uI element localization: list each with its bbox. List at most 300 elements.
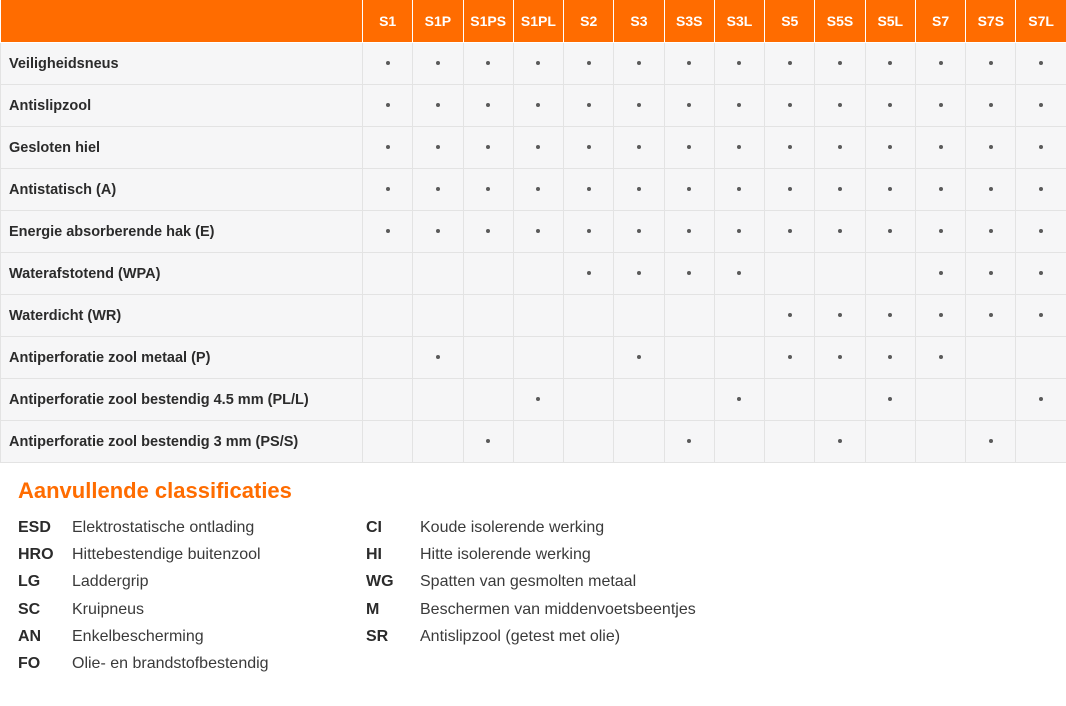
- table-cell: [865, 337, 915, 379]
- classification-description: Enkelbescherming: [72, 627, 204, 645]
- classification-item: [366, 569, 696, 596]
- row-label: Antiperforatie zool bestendig 4.5 mm (PL/L): [1, 379, 363, 421]
- table-cell: [614, 421, 664, 463]
- table-cell: [513, 43, 563, 85]
- check-dot-icon: [587, 187, 591, 191]
- column-header: S3: [614, 0, 664, 43]
- classification-description: Laddergrip: [72, 573, 149, 591]
- table-cell: [1016, 169, 1066, 211]
- table-row: [1, 211, 1066, 253]
- check-dot-icon: [536, 397, 540, 401]
- table-cell: [765, 337, 815, 379]
- section-title: Aanvullende classificaties: [18, 478, 292, 503]
- column-header: S7S: [966, 0, 1016, 43]
- check-dot-icon: [637, 187, 641, 191]
- check-dot-icon: [486, 103, 490, 107]
- row-label: Veiligheidsneus: [1, 43, 363, 85]
- classification-item: [18, 514, 269, 541]
- table-cell: [765, 295, 815, 337]
- row-label: Antiperforatie zool bestendig 3 mm (PS/S): [1, 421, 363, 463]
- classification-description: Olie- en brandstofbestendig: [72, 655, 269, 673]
- row-label: Energie absorberende hak (E): [1, 211, 363, 253]
- table-cell: [865, 85, 915, 127]
- table-cell: [915, 337, 965, 379]
- column-header: S2: [564, 0, 614, 43]
- check-dot-icon: [737, 103, 741, 107]
- classification-code: AN: [18, 627, 42, 645]
- check-dot-icon: [939, 355, 943, 359]
- table-cell: [1016, 421, 1066, 463]
- table-cell: [564, 295, 614, 337]
- table-cell: [614, 127, 664, 169]
- check-dot-icon: [587, 229, 591, 233]
- column-header: S3S: [664, 0, 714, 43]
- check-dot-icon: [838, 313, 842, 317]
- column-header: S1PL: [513, 0, 563, 43]
- table-cell: [413, 211, 463, 253]
- table-cell: [915, 295, 965, 337]
- classification-code: HI: [366, 545, 382, 563]
- check-dot-icon: [939, 145, 943, 149]
- check-dot-icon: [587, 271, 591, 275]
- table-cell: [966, 295, 1016, 337]
- classification-code: FO: [18, 655, 41, 673]
- table-cell: [966, 337, 1016, 379]
- check-dot-icon: [989, 313, 993, 317]
- table-cell: [966, 43, 1016, 85]
- check-dot-icon: [637, 145, 641, 149]
- check-dot-icon: [486, 187, 490, 191]
- table-cell: [513, 169, 563, 211]
- header-row: [1, 0, 1066, 43]
- check-dot-icon: [687, 439, 691, 443]
- row-label: Antistatisch (A): [1, 169, 363, 211]
- table-cell: [815, 211, 865, 253]
- check-dot-icon: [788, 61, 792, 65]
- classification-item: [18, 569, 269, 596]
- check-dot-icon: [737, 61, 741, 65]
- check-dot-icon: [436, 229, 440, 233]
- check-dot-icon: [939, 229, 943, 233]
- table-cell: [564, 43, 614, 85]
- table-cell: [363, 421, 413, 463]
- table-cell: [463, 421, 513, 463]
- check-dot-icon: [838, 103, 842, 107]
- table-row: [1, 169, 1066, 211]
- check-dot-icon: [436, 187, 440, 191]
- table-cell: [966, 85, 1016, 127]
- check-dot-icon: [838, 145, 842, 149]
- classification-description: Beschermen van middenvoetsbeentjes: [420, 600, 696, 618]
- check-dot-icon: [486, 145, 490, 149]
- table-cell: [363, 127, 413, 169]
- table-cell: [815, 379, 865, 421]
- check-dot-icon: [888, 355, 892, 359]
- table-cell: [765, 211, 815, 253]
- check-dot-icon: [737, 229, 741, 233]
- check-dot-icon: [939, 313, 943, 317]
- table-cell: [664, 295, 714, 337]
- table-cell: [865, 43, 915, 85]
- table-cell: [966, 421, 1016, 463]
- classification-description: Kruipneus: [72, 600, 145, 618]
- table-cell: [815, 421, 865, 463]
- check-dot-icon: [737, 397, 741, 401]
- classification-item: [18, 650, 269, 677]
- table-cell: [714, 379, 764, 421]
- classification-code: SR: [366, 627, 389, 645]
- check-dot-icon: [637, 355, 641, 359]
- table-cell: [664, 127, 714, 169]
- check-dot-icon: [436, 61, 440, 65]
- table-cell: [815, 43, 865, 85]
- classification-description: Hittebestendige buitenzool: [72, 545, 261, 563]
- classification-item: [366, 541, 696, 568]
- table-cell: [966, 253, 1016, 295]
- check-dot-icon: [888, 145, 892, 149]
- table-cell: [865, 253, 915, 295]
- check-dot-icon: [687, 145, 691, 149]
- table-cell: [915, 421, 965, 463]
- classification-description: Elektrostatische ontlading: [72, 518, 255, 536]
- check-dot-icon: [1039, 187, 1043, 191]
- table-cell: [413, 295, 463, 337]
- table-cell: [413, 85, 463, 127]
- check-dot-icon: [989, 145, 993, 149]
- check-dot-icon: [386, 103, 390, 107]
- table-row: [1, 421, 1066, 463]
- classification-item: [18, 596, 269, 623]
- check-dot-icon: [737, 271, 741, 275]
- table-cell: [915, 43, 965, 85]
- table-cell: [614, 253, 664, 295]
- table-cell: [714, 85, 764, 127]
- column-header: S5L: [865, 0, 915, 43]
- check-dot-icon: [737, 187, 741, 191]
- check-dot-icon: [838, 61, 842, 65]
- classification-description: Spatten van gesmolten metaal: [420, 573, 637, 591]
- table-cell: [664, 421, 714, 463]
- table-cell: [915, 85, 965, 127]
- check-dot-icon: [587, 145, 591, 149]
- table-cell: [463, 253, 513, 295]
- row-label: Antiperforatie zool metaal (P): [1, 337, 363, 379]
- check-dot-icon: [1039, 103, 1043, 107]
- check-dot-icon: [536, 145, 540, 149]
- table-cell: [966, 211, 1016, 253]
- table-row: [1, 379, 1066, 421]
- table-cell: [413, 43, 463, 85]
- check-dot-icon: [386, 229, 390, 233]
- table-cell: [765, 253, 815, 295]
- table-cell: [513, 379, 563, 421]
- classification-code: CI: [366, 518, 382, 536]
- check-dot-icon: [838, 229, 842, 233]
- check-dot-icon: [1039, 397, 1043, 401]
- table-cell: [865, 421, 915, 463]
- table-cell: [865, 379, 915, 421]
- classification-item: [18, 623, 269, 650]
- table-cell: [664, 379, 714, 421]
- check-dot-icon: [386, 61, 390, 65]
- column-header: S7L: [1016, 0, 1066, 43]
- check-dot-icon: [989, 187, 993, 191]
- check-dot-icon: [587, 61, 591, 65]
- table-cell: [815, 169, 865, 211]
- check-dot-icon: [1039, 313, 1043, 317]
- table-row: [1, 337, 1066, 379]
- table-cell: [513, 295, 563, 337]
- check-dot-icon: [788, 313, 792, 317]
- table-row: [1, 253, 1066, 295]
- classification-code: HRO: [18, 545, 54, 563]
- table-cell: [363, 253, 413, 295]
- check-dot-icon: [939, 103, 943, 107]
- table-cell: [463, 211, 513, 253]
- table-cell: [614, 85, 664, 127]
- table-cell: [564, 127, 614, 169]
- table-cell: [564, 253, 614, 295]
- table-cell: [413, 379, 463, 421]
- table-cell: [915, 127, 965, 169]
- classification-list-left: [18, 514, 269, 678]
- classification-description: Hitte isolerende werking: [420, 545, 591, 563]
- check-dot-icon: [1039, 145, 1043, 149]
- table-cell: [865, 295, 915, 337]
- table-cell: [1016, 295, 1066, 337]
- check-dot-icon: [888, 61, 892, 65]
- table-cell: [614, 169, 664, 211]
- table-cell: [815, 127, 865, 169]
- classification-code: ESD: [18, 518, 51, 536]
- check-dot-icon: [587, 103, 591, 107]
- table-cell: [513, 421, 563, 463]
- column-header: S1: [363, 0, 413, 43]
- check-dot-icon: [737, 145, 741, 149]
- table-cell: [1016, 379, 1066, 421]
- check-dot-icon: [1039, 61, 1043, 65]
- table-cell: [413, 337, 463, 379]
- table-cell: [915, 253, 965, 295]
- column-header: S3L: [714, 0, 764, 43]
- table-cell: [664, 43, 714, 85]
- table-cell: [363, 211, 413, 253]
- table-cell: [1016, 127, 1066, 169]
- header-corner: [1, 0, 363, 43]
- check-dot-icon: [888, 103, 892, 107]
- column-header: S5S: [815, 0, 865, 43]
- table-cell: [664, 211, 714, 253]
- table-cell: [463, 127, 513, 169]
- row-label: Antislipzool: [1, 85, 363, 127]
- check-dot-icon: [637, 103, 641, 107]
- check-dot-icon: [888, 187, 892, 191]
- classification-description: Koude isolerende werking: [420, 518, 605, 536]
- check-dot-icon: [386, 145, 390, 149]
- check-dot-icon: [888, 313, 892, 317]
- check-dot-icon: [486, 61, 490, 65]
- check-dot-icon: [536, 61, 540, 65]
- table-cell: [714, 337, 764, 379]
- table-cell: [664, 169, 714, 211]
- table-cell: [815, 253, 865, 295]
- table-cell: [513, 85, 563, 127]
- table-cell: [815, 85, 865, 127]
- table-cell: [714, 253, 764, 295]
- table-cell: [765, 379, 815, 421]
- table-cell: [915, 211, 965, 253]
- table-cell: [363, 85, 413, 127]
- check-dot-icon: [687, 103, 691, 107]
- check-dot-icon: [687, 61, 691, 65]
- check-dot-icon: [939, 187, 943, 191]
- table-cell: [513, 337, 563, 379]
- table-cell: [564, 169, 614, 211]
- table-cell: [714, 421, 764, 463]
- column-header: S7: [915, 0, 965, 43]
- check-dot-icon: [536, 187, 540, 191]
- table-cell: [664, 85, 714, 127]
- check-dot-icon: [788, 103, 792, 107]
- table-cell: [714, 127, 764, 169]
- table-row: [1, 127, 1066, 169]
- classification-item: [366, 514, 696, 541]
- row-label: Waterdicht (WR): [1, 295, 363, 337]
- classification-code: M: [366, 600, 380, 618]
- table-cell: [714, 43, 764, 85]
- table-cell: [1016, 211, 1066, 253]
- table-cell: [765, 43, 815, 85]
- table-cell: [463, 43, 513, 85]
- table-cell: [1016, 43, 1066, 85]
- check-dot-icon: [637, 61, 641, 65]
- table-cell: [1016, 85, 1066, 127]
- check-dot-icon: [1039, 271, 1043, 275]
- table-cell: [413, 253, 463, 295]
- table-cell: [463, 295, 513, 337]
- check-dot-icon: [486, 439, 490, 443]
- table-cell: [865, 211, 915, 253]
- table-cell: [363, 295, 413, 337]
- table-cell: [413, 169, 463, 211]
- table-cell: [363, 169, 413, 211]
- table-cell: [463, 169, 513, 211]
- table-cell: [815, 337, 865, 379]
- table-cell: [463, 379, 513, 421]
- check-dot-icon: [838, 439, 842, 443]
- table-cell: [463, 337, 513, 379]
- table-cell: [815, 295, 865, 337]
- check-dot-icon: [386, 187, 390, 191]
- table-cell: [714, 295, 764, 337]
- check-dot-icon: [687, 187, 691, 191]
- check-dot-icon: [788, 229, 792, 233]
- check-dot-icon: [788, 145, 792, 149]
- classification-item: [366, 596, 696, 623]
- column-header: S5: [765, 0, 815, 43]
- check-dot-icon: [939, 271, 943, 275]
- table-cell: [564, 211, 614, 253]
- classification-item: [18, 541, 269, 568]
- classification-description: Antislipzool (getest met olie): [420, 627, 621, 645]
- table-row: [1, 85, 1066, 127]
- check-dot-icon: [888, 229, 892, 233]
- table-cell: [614, 337, 664, 379]
- check-dot-icon: [939, 61, 943, 65]
- table-cell: [915, 169, 965, 211]
- table-cell: [1016, 253, 1066, 295]
- check-dot-icon: [989, 229, 993, 233]
- table-cell: [664, 337, 714, 379]
- check-dot-icon: [888, 397, 892, 401]
- table-cell: [513, 253, 563, 295]
- table-cell: [865, 169, 915, 211]
- check-dot-icon: [989, 103, 993, 107]
- table-cell: [1016, 337, 1066, 379]
- classification-code: WG: [366, 573, 394, 591]
- check-dot-icon: [637, 271, 641, 275]
- table-cell: [664, 253, 714, 295]
- check-dot-icon: [838, 187, 842, 191]
- classification-code: SC: [18, 600, 41, 618]
- table-cell: [714, 211, 764, 253]
- check-dot-icon: [989, 271, 993, 275]
- table-cell: [714, 169, 764, 211]
- row-label: Waterafstotend (WPA): [1, 253, 363, 295]
- additional-classifications: [18, 478, 1048, 673]
- table-cell: [564, 379, 614, 421]
- table-cell: [865, 127, 915, 169]
- check-dot-icon: [788, 355, 792, 359]
- table-cell: [614, 211, 664, 253]
- table-cell: [614, 43, 664, 85]
- check-dot-icon: [436, 103, 440, 107]
- column-header: S1PS: [463, 0, 513, 43]
- check-dot-icon: [989, 439, 993, 443]
- check-dot-icon: [989, 61, 993, 65]
- table-cell: [765, 85, 815, 127]
- row-label: Gesloten hiel: [1, 127, 363, 169]
- table-cell: [463, 85, 513, 127]
- table-cell: [564, 421, 614, 463]
- table-cell: [413, 127, 463, 169]
- table-cell: [966, 169, 1016, 211]
- check-dot-icon: [1039, 229, 1043, 233]
- table-row: [1, 43, 1066, 85]
- table-cell: [363, 43, 413, 85]
- table-cell: [966, 127, 1016, 169]
- table-row: [1, 295, 1066, 337]
- check-dot-icon: [637, 229, 641, 233]
- table-body: [1, 43, 1066, 463]
- classification-code: LG: [18, 573, 41, 591]
- table-cell: [363, 379, 413, 421]
- classification-item: [366, 623, 696, 650]
- check-dot-icon: [687, 271, 691, 275]
- check-dot-icon: [788, 187, 792, 191]
- table-cell: [614, 295, 664, 337]
- table-cell: [614, 379, 664, 421]
- table-cell: [765, 421, 815, 463]
- table-cell: [413, 421, 463, 463]
- table-cell: [765, 169, 815, 211]
- table-cell: [564, 85, 614, 127]
- check-dot-icon: [486, 229, 490, 233]
- check-dot-icon: [536, 229, 540, 233]
- table-cell: [363, 337, 413, 379]
- check-dot-icon: [838, 355, 842, 359]
- table-cell: [966, 379, 1016, 421]
